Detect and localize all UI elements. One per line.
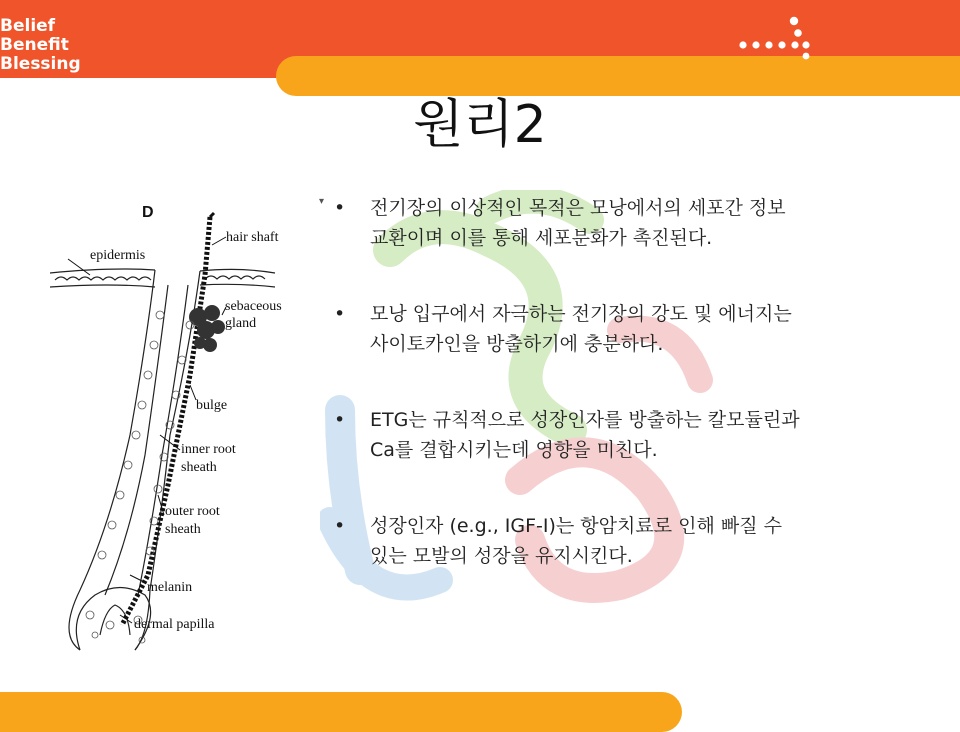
- label-dermal-papilla: dermal papilla: [134, 617, 215, 632]
- label-outer-root: outer root: [165, 504, 220, 519]
- diagram-panel-letter: D: [142, 204, 154, 221]
- label-inner-root-sheath: sheath: [181, 460, 217, 475]
- brand-line-blessing: Blessing: [0, 54, 81, 74]
- brand-logo: [0, 17, 81, 74]
- label-sebaceous: sebaceous: [225, 299, 282, 314]
- bullet-text-line: 성장인자 (e.g., IGF-I)는 항암치료로 인해 빠질 수: [370, 515, 782, 537]
- bullet-text-line: 있는 모발의 성장을 유지시킨다.: [370, 545, 633, 567]
- bullet-item: [332, 193, 932, 253]
- label-inner-root: inner root: [181, 442, 236, 457]
- footer-accent-strip: [0, 692, 682, 732]
- label-outer-root-sheath: sheath: [165, 522, 201, 537]
- bullet-text-line: ETG는 규칙적으로 성장인자를 방출하는 칼모듈린과: [370, 409, 800, 431]
- bullet-list: [332, 193, 932, 571]
- label-hair-shaft: hair shaft: [226, 230, 279, 245]
- brand-line-belief: Belief: [0, 16, 56, 36]
- bullet-text-line: 사이토카인을 방출하기에 충분하다.: [370, 333, 664, 355]
- decorative-dots-icon: [736, 12, 826, 62]
- bullet-item: [332, 405, 932, 465]
- bullet-marker: •: [334, 515, 346, 537]
- bullet-text-line: Ca를 결합시키는데 영향을 미친다.: [370, 439, 658, 461]
- label-gland: gland: [225, 316, 257, 331]
- hair-follicle-diagram: [50, 195, 310, 655]
- bullet-item: [332, 511, 932, 571]
- bullet-item: [332, 299, 932, 359]
- stray-mark: ▾: [319, 196, 325, 207]
- label-epidermis: epidermis: [90, 248, 146, 263]
- brand-line-benefit: Benefit: [0, 35, 69, 55]
- bullet-marker: •: [334, 197, 346, 219]
- label-melanin: melanin: [147, 580, 193, 595]
- bullet-marker: •: [334, 303, 346, 325]
- bullet-text-line: 모낭 입구에서 자극하는 전기장의 강도 및 에너지는: [370, 303, 792, 325]
- slide-title: 원리2: [413, 95, 547, 155]
- bullet-text-line: 전기장의 이상적인 목적은 모낭에서의 세포간 정보: [370, 197, 786, 219]
- label-bulge: bulge: [196, 398, 228, 413]
- bullet-text-line: 교환이며 이를 통해 세포분화가 촉진된다.: [370, 227, 713, 249]
- bullet-marker: •: [334, 409, 346, 431]
